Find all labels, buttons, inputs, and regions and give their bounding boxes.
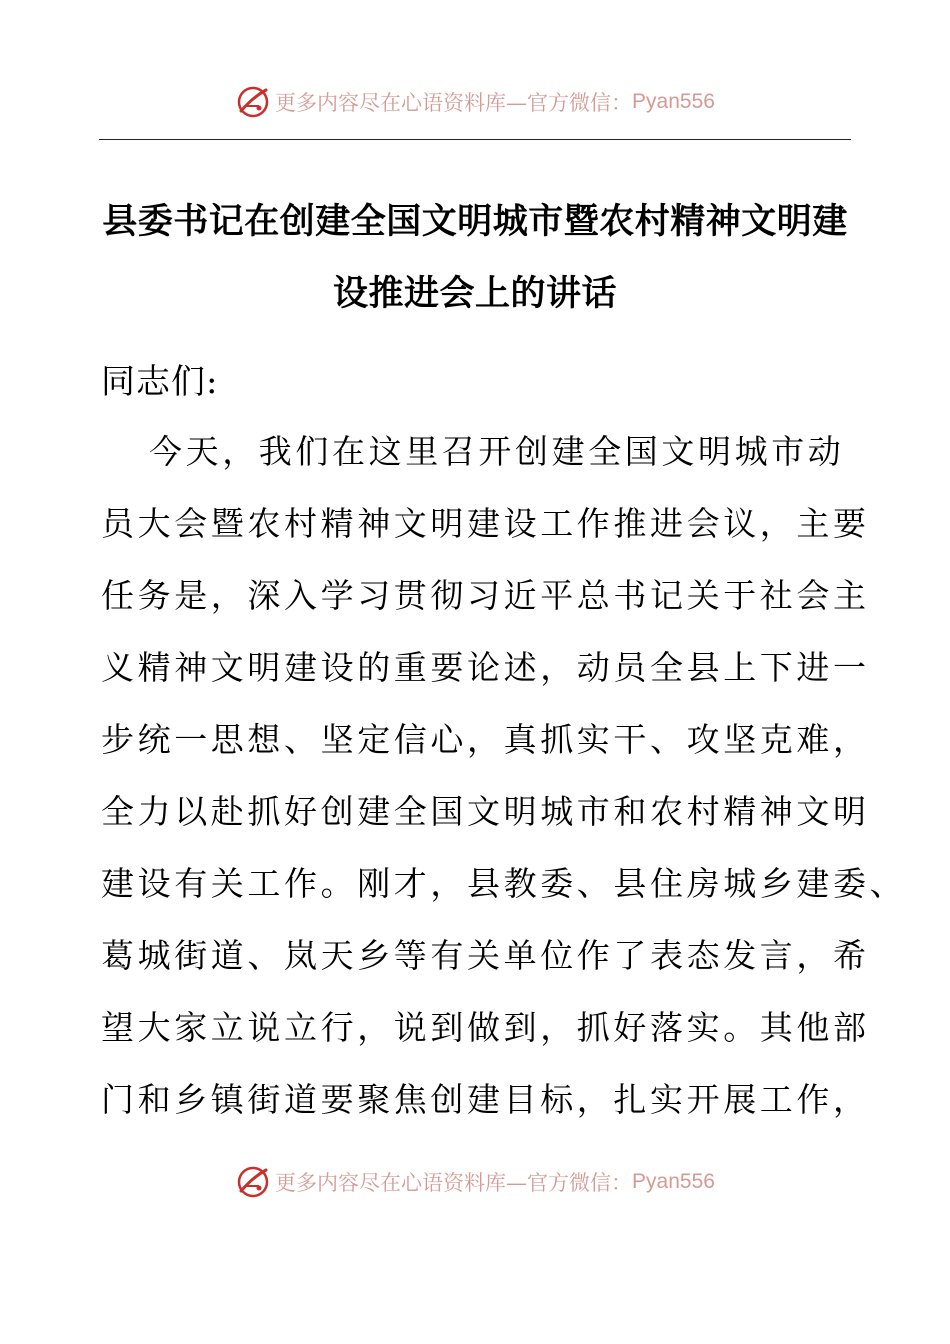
body-line: 建设有关工作。刚才，县教委、县住房城乡建委、 xyxy=(101,864,907,903)
footer-banner xyxy=(0,1160,950,1204)
salutation: 同志们: xyxy=(101,362,219,402)
body-line: 全力以赴抓好创建全国文明城市和农村精神文明 xyxy=(101,792,870,831)
banner-wechat-id: Pyan556 xyxy=(632,1170,715,1193)
header-banner xyxy=(0,80,950,124)
body-line: 今天，我们在这里召开创建全国文明城市动 xyxy=(149,432,845,471)
banner-wechat-id: Pyan556 xyxy=(632,90,715,113)
banner-text: 更多内容尽在心语资料库—官方微信： xyxy=(275,91,633,115)
body-line: 步统一思想、坚定信心，真抓实干、攻坚克难， xyxy=(101,720,870,759)
document-title xyxy=(99,186,851,330)
body-paragraph xyxy=(101,416,907,1136)
body-line: 义精神文明建设的重要论述，动员全县上下进一 xyxy=(101,648,870,687)
pen-circle-logo-icon xyxy=(235,1164,271,1200)
body-line: 员大会暨农村精神文明建设工作推进会议，主要 xyxy=(101,504,870,543)
body-line: 望大家立说立行，说到做到，抓好落实。其他部 xyxy=(101,1008,870,1047)
title-line: 设推进会上的讲话 xyxy=(332,274,617,314)
body-line: 葛城街道、岚天乡等有关单位作了表态发言，希 xyxy=(101,936,870,975)
banner-text: 更多内容尽在心语资料库—官方微信： xyxy=(275,1171,633,1195)
body-line: 门和乡镇街道要聚焦创建目标，扎实开展工作， xyxy=(101,1080,870,1119)
header-divider xyxy=(99,139,851,140)
pen-circle-logo-icon xyxy=(235,84,271,120)
body-line: 任务是，深入学习贯彻习近平总书记关于社会主 xyxy=(101,576,870,615)
title-line: 县委书记在创建全国文明城市暨农村精神文明建 xyxy=(102,202,848,242)
